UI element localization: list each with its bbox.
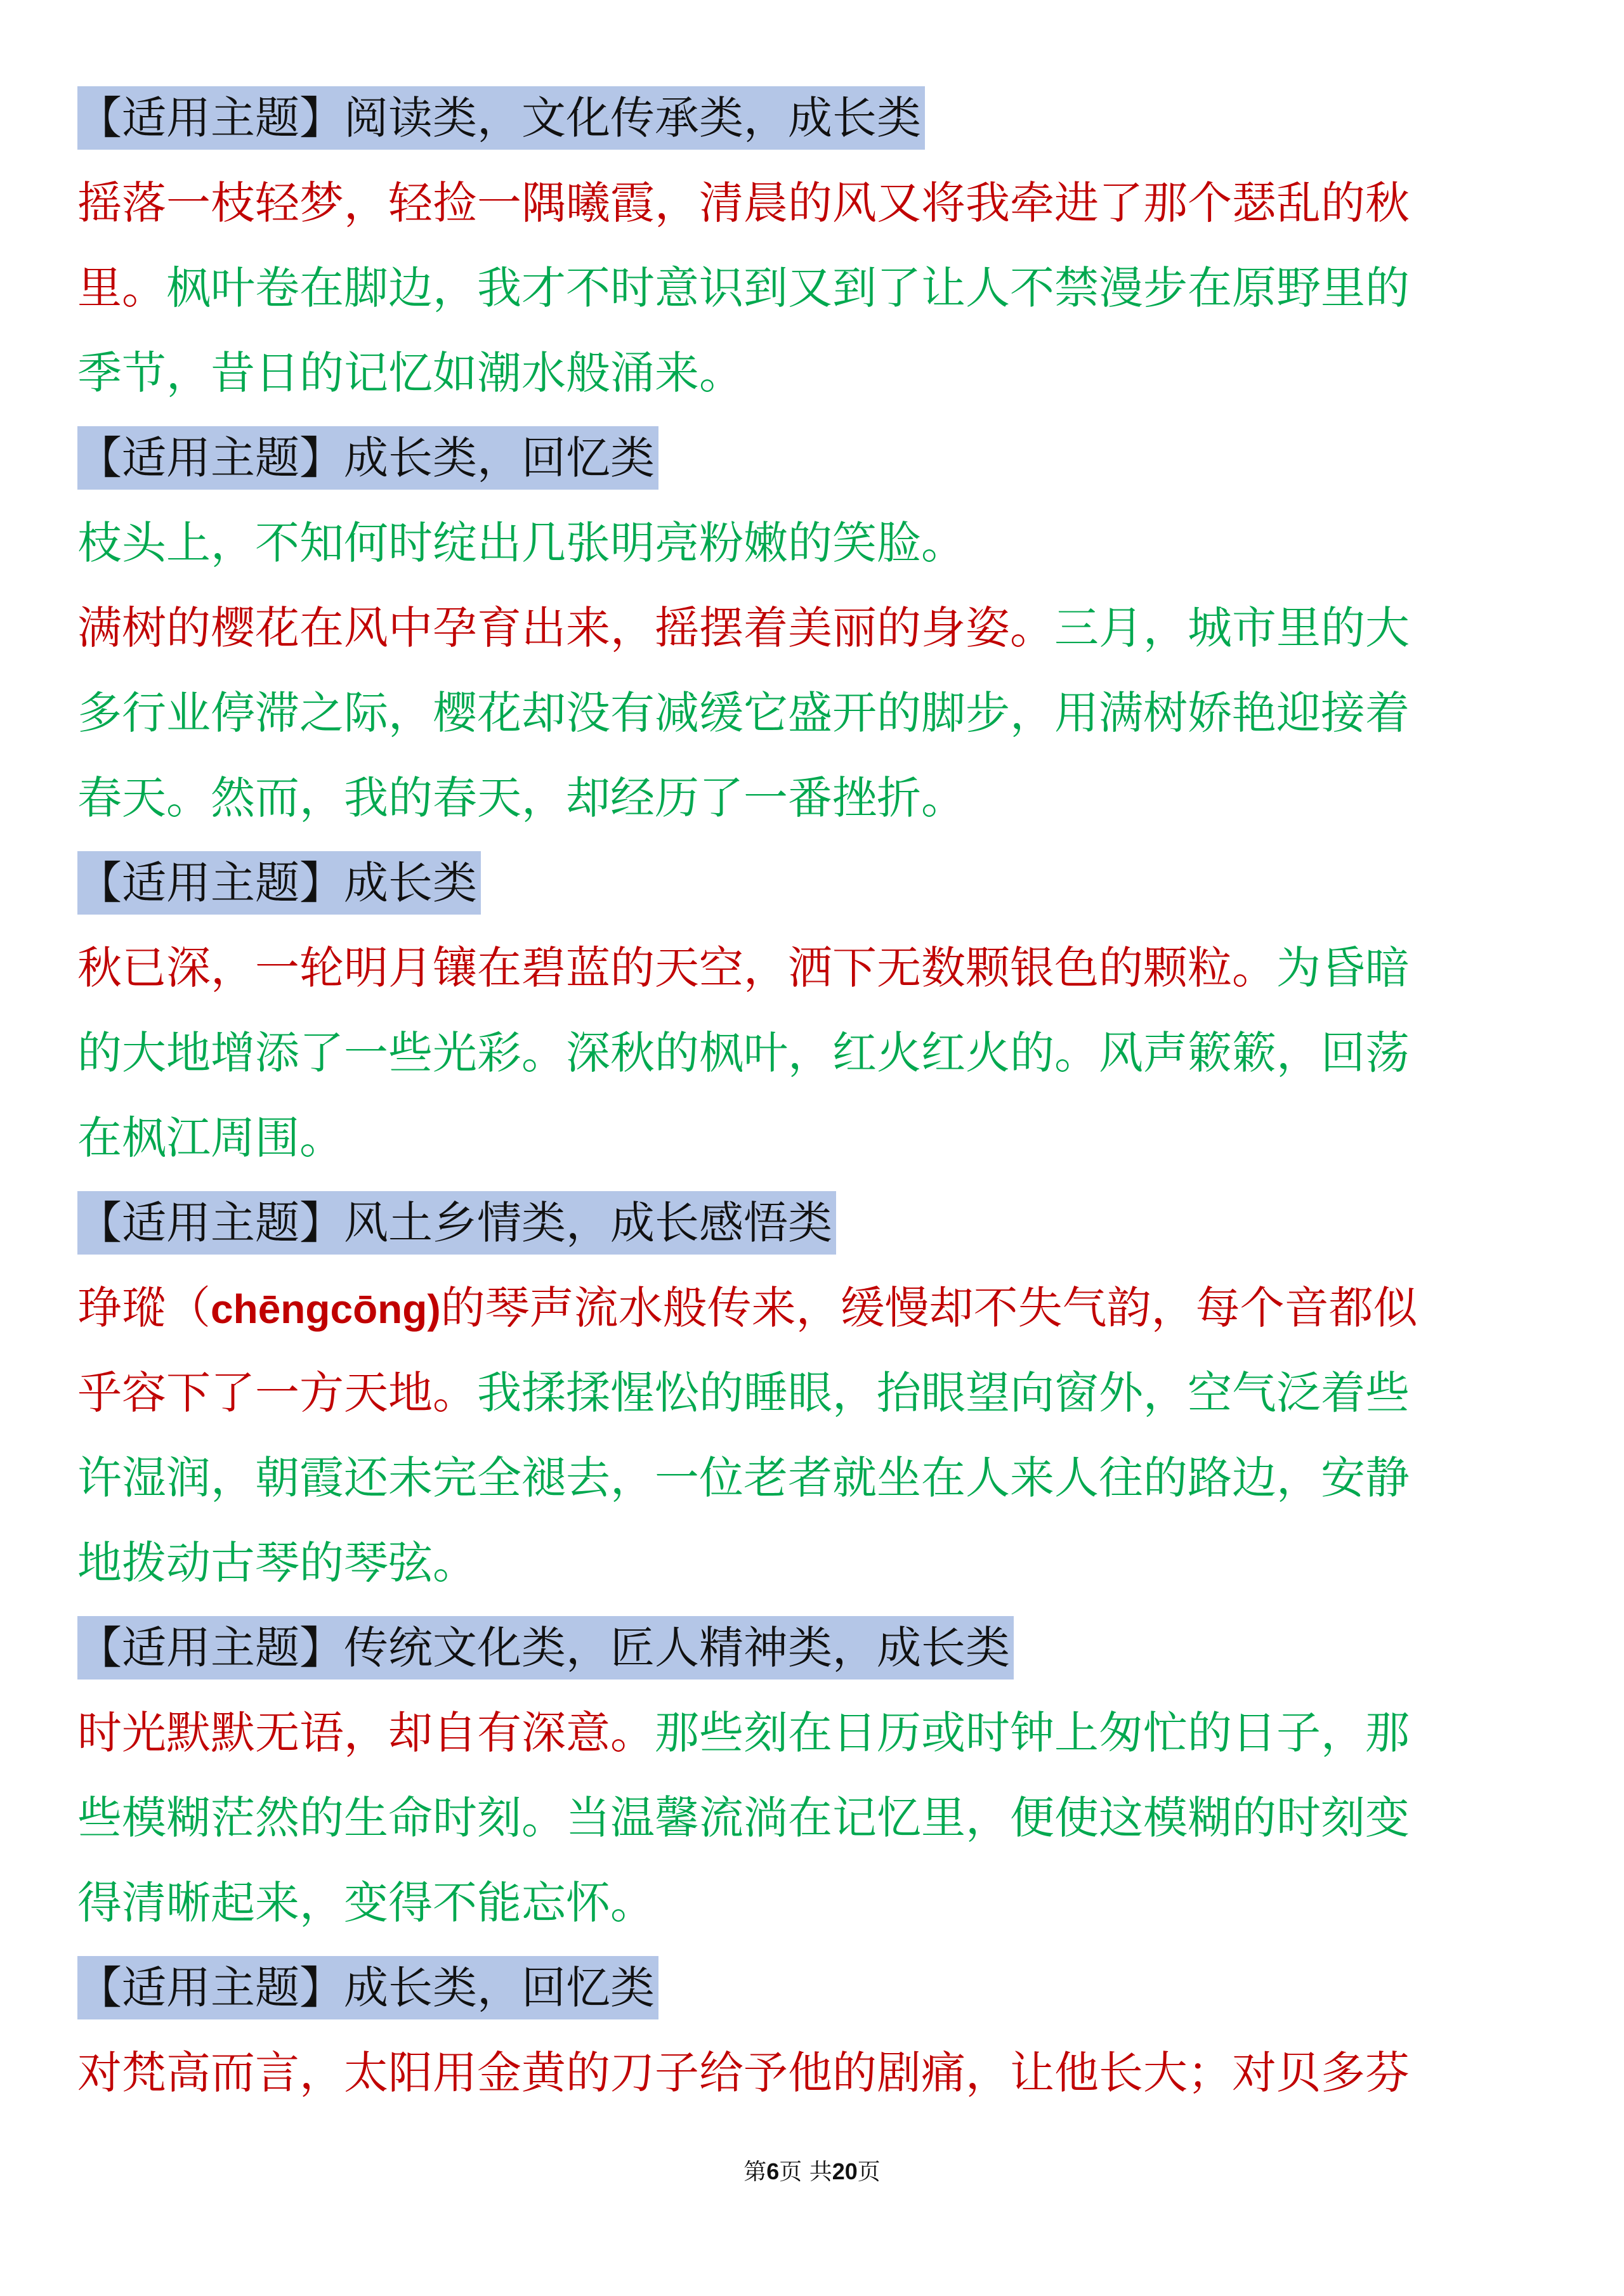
text-segment: 时光默默无语，却自有深意。 (77, 1707, 655, 1759)
text-segment: 我揉揉惺忪的睡眼，抬眼望向窗外，空气泛着些 (477, 1367, 1410, 1419)
footer-middle: 页 共 (779, 2159, 832, 2185)
topic-heading (77, 851, 481, 915)
topic-heading (77, 1191, 836, 1255)
text-segment: 满树的樱花在风中孕育出来，摇摆着美丽的身姿。 (77, 602, 1054, 654)
paragraph-line (77, 1106, 344, 1170)
topic-heading (77, 426, 658, 490)
paragraph-line (77, 1531, 477, 1595)
text-segment: 里。 (77, 262, 166, 314)
text-segment: 的大地增添了一些光彩。深秋的枫叶，红火红火的。风声簌簌，回荡 (77, 1027, 1410, 1079)
text-segment: 得清晰起来，变得不能忘怀。 (77, 1877, 655, 1929)
text-segment: chēngcōng) (211, 1286, 441, 1332)
text-segment: 季节，昔日的记忆如潮水般涌来。 (77, 347, 743, 399)
text-segment: 摇落一枝轻梦，轻捡一隅曦霞，清晨的风又将我牵进了那个瑟乱的秋 (77, 177, 1410, 229)
text-segment: 枝头上，不知何时绽出几张明亮粉嫩的笑脸。 (77, 517, 966, 569)
paragraph-line (77, 1361, 1410, 1425)
text-segment: 乎容下了一方天地。 (77, 1367, 477, 1419)
topic-tag: 【适用主题】成长类，回忆类 (77, 1956, 658, 2019)
footer-page-number: 6 (766, 2158, 780, 2184)
text-segment: 春天。然而，我的春天，却经历了一番挫折。 (77, 772, 966, 824)
topic-tag: 【适用主题】风土乡情类，成长感悟类 (77, 1191, 836, 1255)
topic-heading (77, 1616, 1014, 1680)
text-segment: 许湿润，朝霞还未完全褪去，一位老者就坐在人来人往的路边，安静 (77, 1452, 1410, 1504)
paragraph-line (77, 1446, 1410, 1510)
paragraph-line (77, 936, 1410, 1000)
text-segment: 秋已深，一轮明月镶在碧蓝的天空，洒下无数颗银色的颗粒。 (77, 942, 1276, 994)
text-segment: 在枫江周围。 (77, 1112, 344, 1164)
paragraph-line (77, 1786, 1410, 1849)
topic-heading (77, 1956, 658, 2019)
footer-suffix: 页 (857, 2159, 881, 2185)
paragraph-line (77, 766, 966, 830)
paragraph-line (77, 1276, 1418, 1340)
text-segment: 为昏暗 (1276, 942, 1410, 994)
paragraph-line (77, 341, 743, 405)
topic-tag: 【适用主题】成长类 (77, 851, 481, 915)
topic-tag: 【适用主题】传统文化类，匠人精神类，成长类 (77, 1616, 1014, 1680)
footer-prefix: 第 (743, 2159, 767, 2185)
paragraph-line (77, 171, 1410, 235)
paragraph-line (77, 1701, 1410, 1764)
page-footer (0, 2154, 1624, 2186)
text-segment: 多行业停滞之际，樱花却没有减缓它盛开的脚步，用满树娇艳迎接着 (77, 687, 1410, 739)
topic-heading (77, 86, 925, 150)
text-segment: 地拨动古琴的琴弦。 (77, 1537, 477, 1589)
footer-total-pages: 20 (832, 2158, 858, 2184)
text-segment: 三月，城市里的大 (1054, 602, 1410, 654)
paragraph-line (77, 511, 966, 575)
paragraph-line (77, 1021, 1410, 1085)
paragraph-line (77, 596, 1410, 660)
paragraph-line (77, 1871, 655, 1934)
text-segment: 那些刻在日历或时钟上匆忙的日子，那 (655, 1707, 1410, 1759)
text-segment: 琤瑽（ (77, 1282, 211, 1334)
text-segment: 枫叶卷在脚边，我才不时意识到又到了让人不禁漫步在原野里的 (166, 262, 1410, 314)
paragraph-line (77, 256, 1410, 320)
paragraph-line (77, 2041, 1410, 2104)
text-segment: 对梵高而言，太阳用金黄的刀子给予他的剧痛，让他长大；对贝多芬 (77, 2047, 1410, 2099)
topic-tag: 【适用主题】成长类，回忆类 (77, 426, 658, 490)
text-segment: 些模糊茫然的生命时刻。当温馨流淌在记忆里，便使这模糊的时刻变 (77, 1792, 1410, 1844)
topic-tag: 【适用主题】阅读类，文化传承类，成长类 (77, 86, 925, 150)
paragraph-line (77, 681, 1410, 745)
text-segment: 的琴声流水般传来，缓慢却不失气韵，每个音都似 (440, 1282, 1418, 1334)
